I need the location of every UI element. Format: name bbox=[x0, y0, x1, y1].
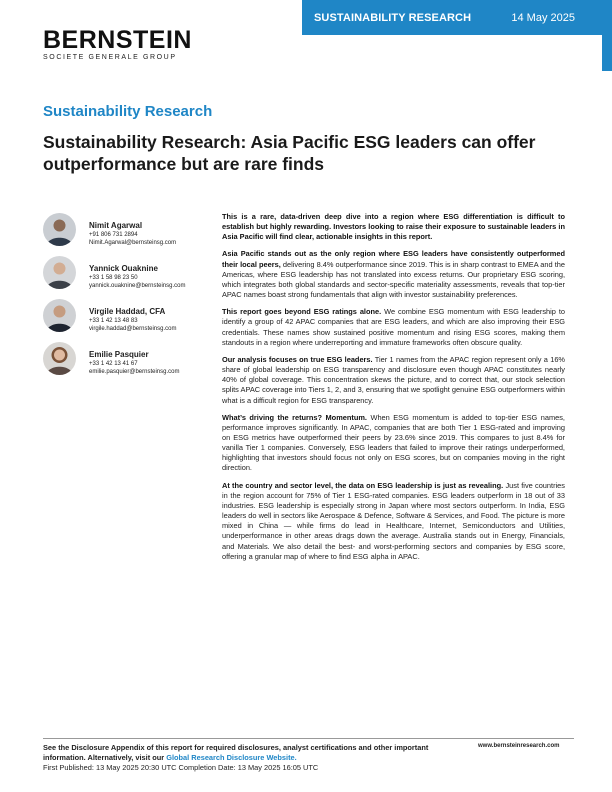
analyst-email[interactable]: Nimit.Agarwal@bernsteinsg.com bbox=[89, 240, 177, 246]
header-bar bbox=[302, 0, 602, 35]
avatar bbox=[43, 256, 76, 289]
paragraph-text: Just five countries in the region account for 75% of Tier 1 ESG-rated companies. ESG leaders outperform in 18 out of 33 industries. ESG leadership is especially strong in Japan where most sectors outperform. In India, ESG leaders do well in sectors like Aerospace & Defence, Software & Services, and Food. The picture is more mixed in China — while firms do lead in Healthcare, Internet, Semiconductors and Utilities, underperformance in other areas drags down the average. Australia stands out in Energy, Financials, and Materials. We also detail the best- and worst-performing sectors and companies by ESG score, offering a granular map of where to find ESG alpha in APAC. bbox=[222, 480, 565, 561]
analyst-card bbox=[43, 213, 218, 254]
analyst-card bbox=[43, 342, 218, 383]
analyst-email[interactable]: emilie.pasquier@bernsteinsg.com bbox=[89, 369, 180, 375]
analyst-email[interactable]: yannick.ouaknine@bernsteinsg.com bbox=[89, 283, 186, 289]
bernstein-logo bbox=[43, 27, 192, 61]
paragraph-text: We combine ESG momentum with ESG leadership to identify a group of 42 APAC companies that are ESG leaders, and which are also improving their ESG credentials. These names show sustained positive momentum and rising ESG scores, making them standouts in a region where underreporting and immature frameworks often obscure quality. bbox=[222, 307, 566, 347]
avatar bbox=[43, 342, 76, 375]
analyst-phone: +33 1 42 13 41 67 bbox=[89, 361, 138, 367]
body-paragraph bbox=[222, 249, 565, 300]
analyst-phone: +91 806 731 2894 bbox=[89, 232, 138, 238]
paragraph-lead: This is a rare, data-driven deep dive into a region where ESG differentiation is difficult to establish but highly rewarding. Investors looking to raise their exposure to sustainable leaders in Asia Pacific will find clear, actionable insights in this report. bbox=[222, 212, 565, 242]
analyst-phone: +33 1 58 98 23 50 bbox=[89, 275, 138, 281]
analyst-list bbox=[43, 213, 218, 385]
analyst-card bbox=[43, 256, 218, 297]
footer-divider bbox=[43, 738, 574, 739]
disclosure-link[interactable]: Global Research Disclosure Website. bbox=[166, 753, 297, 762]
paragraph-text: When ESG momentum is added to top-tier ESG names, performance improves significantly. In APAC, companies that are both Tier 1 ESG-rated and improving on ESG metrics have outperformed their peers by 23.6% since 2019. This compares to just 8.4% for vanilla Tier 1 companies. Conversely, ESG leaders that failed to improve their ratings underperformed, highlighting that investors should focus not only on ESG scores, but on companies moving in the right direction. bbox=[222, 412, 565, 473]
paragraph-text: delivering 8.4% outperformance since 2019. This is in sharp contrast to EMEA and the Americas, where ESG leadership has not translated into excess returns. Our proprietary ESG scoring, which integrates both global standards and sector-specific materiality assessments, reveals that top-tier APAC names boast strong fundamentals that align with investor sustainability preferences. bbox=[222, 259, 565, 300]
body-paragraph bbox=[222, 355, 565, 406]
report-title: Sustainability Research: Asia Pacific ESG leaders can offer outperformance but are rare finds bbox=[43, 132, 536, 174]
paragraph-lead: At the country and sector level, the data on ESG leadership is just as revealing. bbox=[222, 480, 504, 490]
report-body bbox=[222, 212, 565, 569]
analyst-email[interactable]: virgile.haddad@bernsteinsg.com bbox=[89, 326, 177, 332]
footer-disclosure-block bbox=[43, 743, 453, 773]
paragraph-lead: Asia Pacific stands out as the only region where ESG leaders have consistently outperformed their local peers, bbox=[222, 249, 565, 269]
side-tab bbox=[602, 0, 612, 71]
paragraph-text: Tier 1 names from the APAC region represent only a 16% share of global leadership on ESG transparency and disclosure even though APAC constitutes nearly 40% of global coverage. This concentration skews the picture, and to correct that, our stock selection splits APAC coverage into Tiers 1, 2, and 3, ensuring that we spotlight genuine ESG outperformers within what is a difficult region for ESG transparency. bbox=[222, 354, 565, 405]
analyst-name: Nimit Agarwal bbox=[89, 221, 143, 230]
logo-wordmark: BERNSTEIN bbox=[43, 26, 192, 54]
paragraph-lead: What’s driving the returns? Momentum. bbox=[222, 412, 367, 422]
header-date: 14 May 2025 bbox=[511, 11, 575, 24]
disclosure-text: See the Disclosure Appendix of this report for required disclosures, analyst certifications and other important information. Alternatively, visit our bbox=[43, 743, 429, 762]
analyst-name: Emilie Pasquier bbox=[89, 350, 149, 359]
website-link[interactable]: www.bernsteinresearch.com bbox=[478, 743, 560, 749]
summary-paragraph bbox=[222, 212, 565, 242]
paragraph-lead: Our analysis focuses on true ESG leaders. bbox=[222, 354, 373, 364]
report-kicker: Sustainability Research bbox=[43, 103, 213, 120]
analyst-name: Virgile Haddad, CFA bbox=[89, 307, 166, 316]
publication-dates: First Published: 13 May 2025 20:30 UTC Completion Date: 13 May 2025 16:05 UTC bbox=[43, 763, 319, 772]
body-paragraph bbox=[222, 413, 565, 474]
paragraph-lead: This report goes beyond ESG ratings alone. bbox=[222, 307, 382, 317]
analyst-phone: +33 1 42 13 48 83 bbox=[89, 318, 138, 324]
avatar bbox=[43, 213, 76, 246]
analyst-card bbox=[43, 299, 218, 340]
logo-tagline: SOCIETE GENERALE GROUP bbox=[43, 54, 177, 61]
header-section: SUSTAINABILITY RESEARCH bbox=[314, 11, 472, 24]
body-paragraph bbox=[222, 307, 565, 348]
body-paragraph bbox=[222, 481, 565, 562]
avatar bbox=[43, 299, 76, 332]
analyst-name: Yannick Ouaknine bbox=[89, 264, 158, 273]
